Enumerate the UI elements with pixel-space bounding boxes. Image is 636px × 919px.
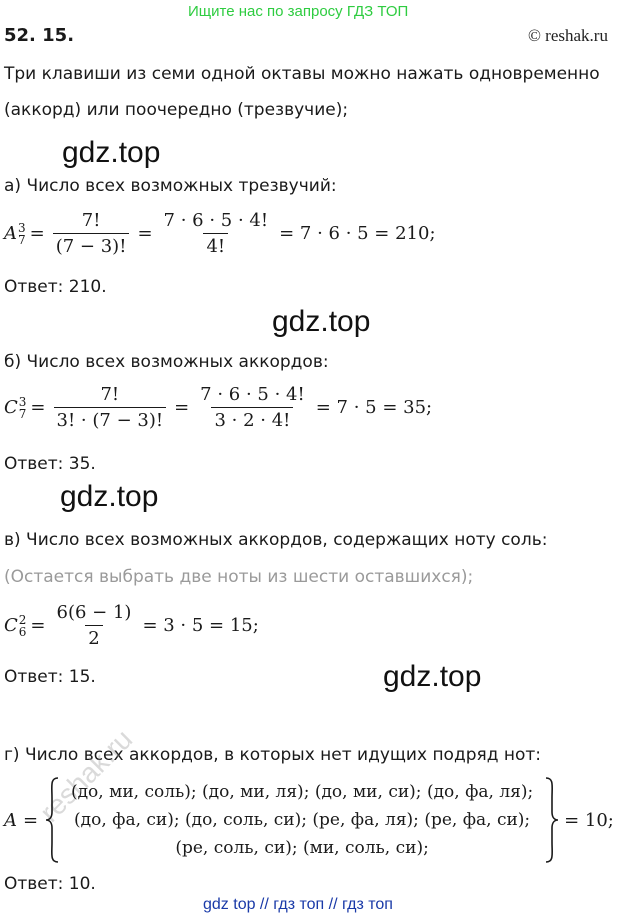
footer-links[interactable]: gdz top // гдз топ // гдз топ: [203, 896, 393, 913]
numerator: 7 · 6 · 5 · 4!: [200, 384, 305, 405]
problem-number: 52. 15.: [4, 25, 75, 46]
fraction: [54, 602, 135, 649]
part-a-formula: [4, 210, 436, 257]
equals-sign: =: [137, 223, 153, 244]
watermark: gdz.top: [60, 480, 159, 513]
formula-result: = 10;: [564, 809, 614, 831]
site-credit[interactable]: © reshak.ru: [528, 26, 608, 45]
combinations-line-2: (до, фа, си); (до, соль, си); (ре, фа, ля); (ре, фа, си);: [74, 810, 531, 830]
fraction: [53, 210, 130, 257]
right-brace-icon: [544, 776, 560, 864]
equals-sign: =: [30, 615, 46, 636]
denominator: 2: [85, 625, 102, 649]
formula-indices: [18, 222, 26, 246]
combinations-list: [60, 778, 544, 862]
equals-sign: =: [29, 223, 45, 244]
formula-indices: [19, 614, 27, 638]
formula-symbol: A: [4, 809, 17, 831]
formula-symbol: C: [4, 615, 18, 636]
formula-result: = 7 · 5 = 35;: [315, 397, 433, 418]
fraction: [54, 384, 167, 431]
part-a-label: а) Число всех возможных трезвучий:: [4, 176, 337, 196]
left-brace-icon: [44, 776, 60, 864]
part-c-label: в) Число всех возможных аккордов, содержащих ноту соль:: [4, 530, 548, 550]
watermark: gdz.top: [62, 136, 161, 169]
part-a-answer: Ответ: 210.: [4, 277, 107, 297]
part-c-answer: Ответ: 15.: [4, 667, 96, 687]
combinations-line-3: (ре, соль, си); (ми, соль, си);: [175, 838, 429, 858]
subscript: 7: [18, 232, 26, 247]
diagonal-watermark: reshak.ru: [33, 723, 139, 828]
denominator: 4!: [203, 233, 228, 257]
denominator: 3 · 2 · 4!: [211, 407, 293, 431]
numerator: 7!: [100, 384, 120, 405]
superscript: 2: [18, 612, 27, 627]
fraction: [197, 384, 308, 431]
subscript: 7: [18, 406, 27, 421]
equals-sign: =: [23, 809, 39, 831]
formula-result: = 3 · 5 = 15;: [142, 615, 259, 636]
formula-symbol: A: [4, 223, 17, 244]
watermark: gdz.top: [272, 305, 371, 338]
subscript: 6: [18, 624, 27, 639]
numerator: 7 · 6 · 5 · 4!: [163, 210, 269, 231]
denominator: (7 − 3)!: [53, 233, 130, 257]
part-c-note: (Остается выбрать две ноты из шести оставшихся);: [4, 567, 474, 587]
part-d-formula: [4, 776, 614, 864]
part-b-formula: [4, 384, 432, 431]
fraction: [161, 210, 272, 257]
equals-sign: =: [30, 397, 46, 418]
numerator: 6(6 − 1): [56, 602, 132, 623]
part-d-label: г) Число всех аккордов, в которых нет идущих подряд нот:: [4, 745, 542, 765]
superscript: 3: [18, 394, 27, 409]
part-b-answer: Ответ: 35.: [4, 454, 96, 474]
part-d-answer: Ответ: 10.: [4, 874, 96, 894]
search-banner[interactable]: Ищите нас по запросу ГДЗ ТОП: [188, 3, 409, 20]
superscript: 3: [18, 220, 26, 235]
intro-line-2: (аккорд) или поочередно (трезвучие);: [4, 100, 349, 120]
formula-symbol: C: [4, 397, 18, 418]
part-b-label: б) Число всех возможных аккордов:: [4, 352, 329, 372]
intro-line-1: Три клавиши из семи одной октавы можно нажать одновременно: [4, 64, 600, 84]
denominator: 3! · (7 − 3)!: [54, 407, 167, 431]
watermark: gdz.top: [383, 660, 482, 693]
formula-indices: [19, 396, 27, 420]
formula-result: = 7 · 6 · 5 = 210;: [279, 223, 436, 244]
combinations-line-1: (до, ми, соль); (до, ми, ля); (до, ми, си); (до, фа, ля);: [70, 782, 534, 802]
numerator: 7!: [81, 210, 101, 231]
equals-sign: =: [174, 397, 190, 418]
part-c-formula: [4, 602, 259, 649]
